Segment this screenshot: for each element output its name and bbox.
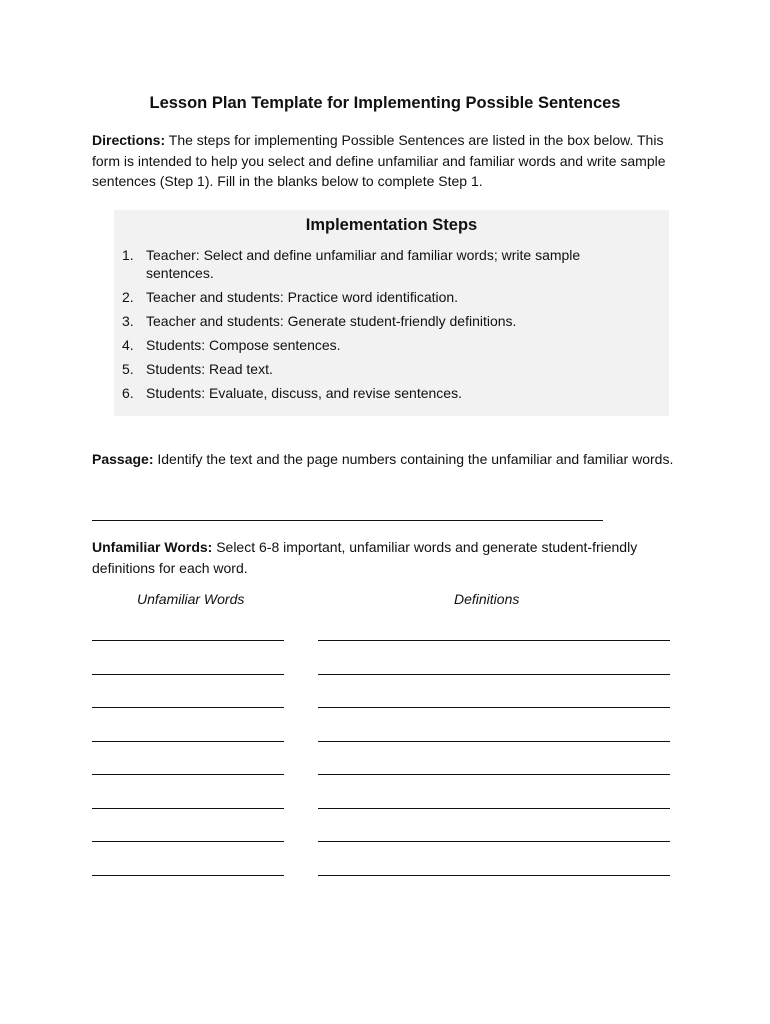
- step-text: Students: Read text.: [146, 361, 273, 377]
- definition-blank[interactable]: [318, 875, 670, 876]
- unfamiliar-word-blank[interactable]: [92, 875, 284, 876]
- unfamiliar-word-blank[interactable]: [92, 841, 284, 842]
- passage-text: Identify the text and the page numbers containing the unfamiliar and familiar words.: [153, 451, 674, 467]
- step-text: Teacher and students: Generate student-friendly definitions.: [146, 313, 517, 329]
- step-text: Teacher and students: Practice word identification.: [146, 289, 459, 305]
- step-number: 6.: [122, 385, 134, 401]
- unfamiliar-words-label: Unfamiliar Words:: [92, 539, 213, 555]
- unfamiliar-word-blank[interactable]: [92, 774, 284, 775]
- unfamiliar-word-blank[interactable]: [92, 808, 284, 809]
- definition-blank[interactable]: [318, 741, 670, 742]
- step-text: Students: Compose sentences.: [146, 337, 341, 353]
- unfamiliar-words-text: Select 6-8 important, unfamiliar words and generate student-friendly definitions for each word.: [92, 539, 638, 576]
- unfamiliar-word-blank[interactable]: [92, 741, 284, 742]
- implementation-steps-heading: Implementation Steps: [305, 216, 478, 234]
- column-header-unfamiliar-words: Unfamiliar Words: [137, 591, 245, 607]
- definition-blank[interactable]: [318, 774, 670, 775]
- step-number: 5.: [122, 361, 134, 377]
- page-title: Lesson Plan Template for Implementing Possible Sentences: [149, 94, 621, 112]
- passage-fill-line[interactable]: [92, 520, 603, 521]
- step-text: Students: Evaluate, discuss, and revise sentences.: [146, 385, 462, 401]
- step-number: 1.: [122, 247, 134, 263]
- step-item: [122, 384, 642, 402]
- passage-paragraph: [92, 449, 682, 470]
- unfamiliar-word-blank[interactable]: [92, 640, 284, 641]
- step-item: [122, 360, 642, 378]
- definition-blank[interactable]: [318, 841, 670, 842]
- step-number: 2.: [122, 289, 134, 305]
- unfamiliar-word-blank[interactable]: [92, 707, 284, 708]
- step-item: [122, 246, 642, 282]
- passage-label: Passage:: [92, 451, 154, 467]
- step-number: 4.: [122, 337, 134, 353]
- directions-label: Directions:: [92, 132, 166, 148]
- unfamiliar-words-paragraph: [92, 537, 682, 578]
- definition-blank[interactable]: [318, 640, 670, 641]
- unfamiliar-word-blank[interactable]: [92, 674, 284, 675]
- step-item: [122, 288, 642, 306]
- definition-blank[interactable]: [318, 808, 670, 809]
- definition-blank[interactable]: [318, 674, 670, 675]
- step-item: [122, 312, 642, 330]
- directions-paragraph: [92, 130, 682, 192]
- step-text: Teacher: Select and define unfamiliar and familiar words; write sample sentences.: [146, 247, 581, 281]
- step-item: [122, 336, 642, 354]
- directions-text: The steps for implementing Possible Sentences are listed in the box below. This form is intended to help you select and define unfamiliar and familiar words and write sample sentences (Step 1). Fill in the blanks below to complete Step 1.: [92, 132, 666, 189]
- step-number: 3.: [122, 313, 134, 329]
- implementation-steps-list: [122, 246, 642, 408]
- column-header-definitions: Definitions: [454, 591, 520, 607]
- implementation-steps-box: [114, 210, 669, 416]
- definition-blank[interactable]: [318, 707, 670, 708]
